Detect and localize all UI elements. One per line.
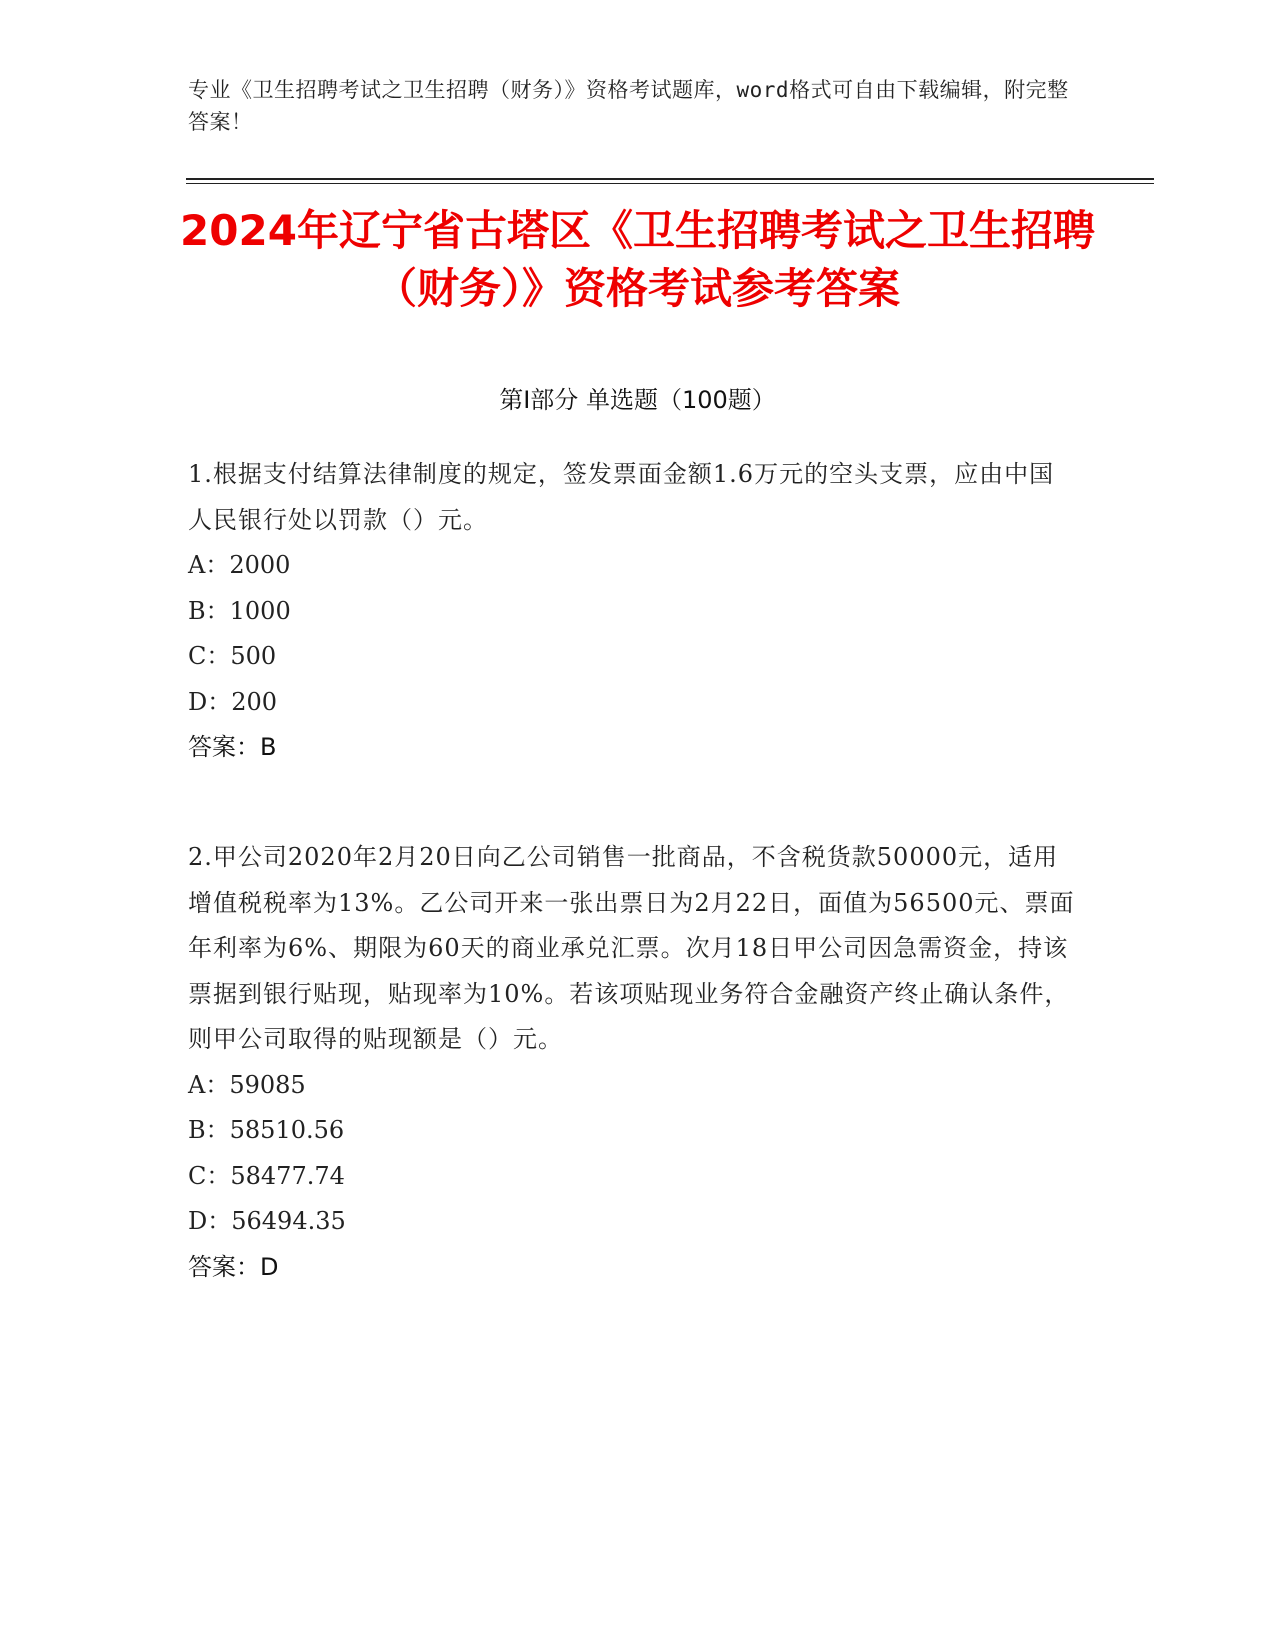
header-divider-thick <box>186 178 1154 180</box>
option-d: D：200 <box>188 687 278 716</box>
option-d: D：56494.35 <box>188 1207 346 1235</box>
answer: 答案：D <box>188 1252 279 1281</box>
section-heading: 第Ⅰ部分 单选题（100题） <box>499 386 776 414</box>
option-c: C：58477.74 <box>188 1161 345 1190</box>
question-2 <box>188 835 1078 1290</box>
option-a: A：59085 <box>188 1070 306 1099</box>
option-a: A：2000 <box>188 551 291 579</box>
header-note: 专业《卫生招聘考试之卫生招聘（财务）》资格考试题库，word格式可自由下载编辑，附完整答案！ <box>188 78 1069 134</box>
header-divider-thin <box>186 183 1154 184</box>
option-b: B：58510.56 <box>188 1116 345 1144</box>
document-title: 2024年辽宁省古塔区《卫生招聘考试之卫生招聘（财务）》资格考试参考答案 <box>180 206 1095 313</box>
question-1 <box>188 452 1078 771</box>
answer: 答案：B <box>188 733 277 761</box>
option-b: B：1000 <box>188 596 291 625</box>
question-stem: 2.甲公司2020年2月20日向乙公司销售一批商品，不含税货款50000元，适用增值税税率为13%。乙公司开来一张出票日为2月22日，面值为56500元、票面年利率为6%、期限为60天的商业承兑汇票。次月18日甲公司因急需资金，持该票据到银行贴现，贴现率为10%。若该项贴现业务符合金融资产终止确认条件，则甲公司取得的贴现额是（）元。 <box>188 843 1075 1053</box>
question-stem: 1.根据支付结算法律制度的规定，签发票面金额1.6万元的空头支票，应由中国人民银行处以罚款（）元。 <box>188 460 1055 534</box>
option-c: C：500 <box>188 642 277 670</box>
